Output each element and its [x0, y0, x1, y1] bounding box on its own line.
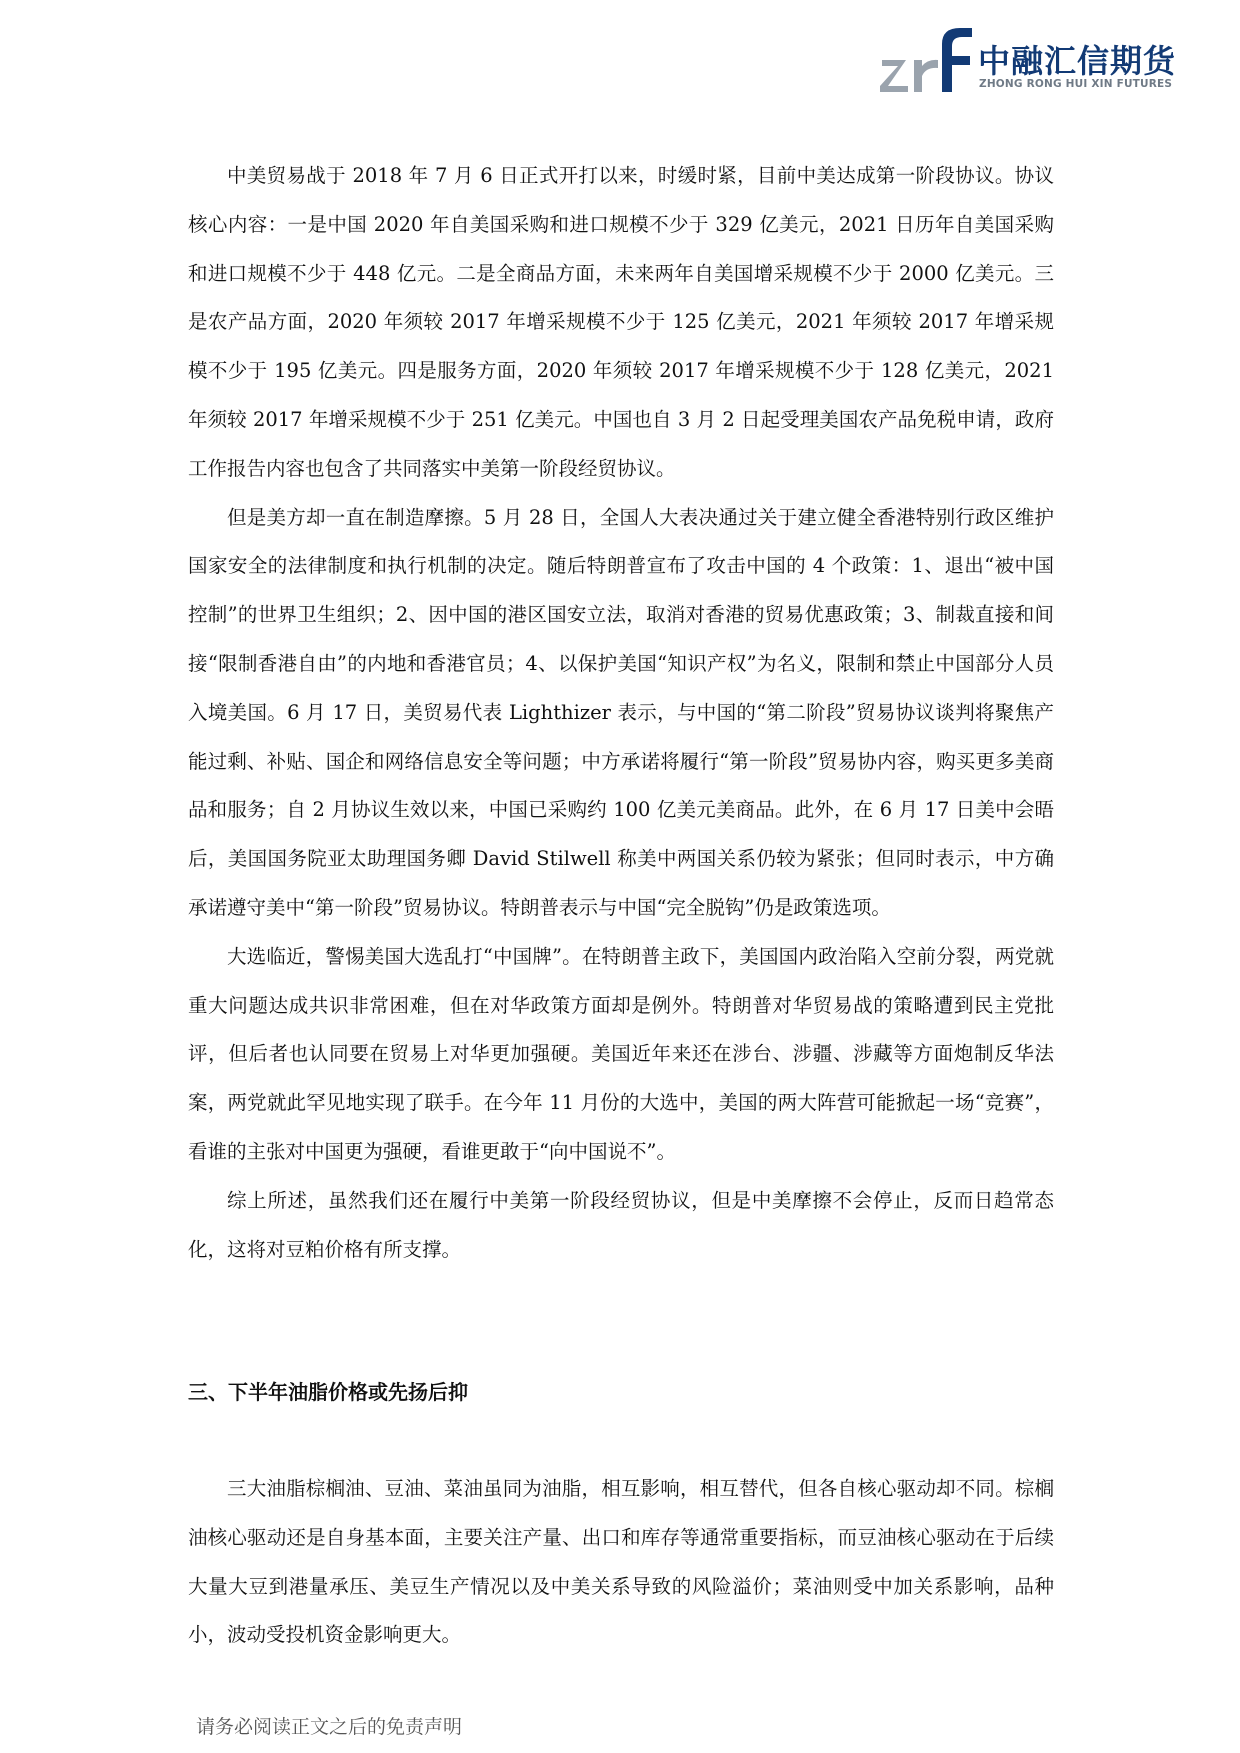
paragraph-summary: 综上所述，虽然我们还在履行中美第一阶段经贸协议，但是中美摩擦不会停止，反而日趋常态化，这将对豆粕价格有所支撑。	[188, 1188, 1054, 1261]
paragraph-oils: 三大油脂棕榈油、豆油、菜油虽同为油脂，相互影响，相互替代，但各自核心驱动却不同。棕榈油核心驱动还是自身基本面，主要关注产量、出口和库存等通常重要指标，而豆油核心驱动在于后续大量大豆到港量承压、美豆生产情况以及中美关系导致的风险溢价；菜油则受中加关系影响，品种小，波动受投机资金影响更大。	[188, 1477, 1054, 1647]
paragraph-us-friction: 但是美方却一直在制造摩擦。5 月 28 日，全国人大表决通过关于建立健全香港特别行政区维护国家安全的法律制度和执行机制的决定。随后特朗普宣布了攻击中国的 4 个政策：1、退出“被中国控制”的世界卫生组织；2、因中国的港区国安立法，取消对香港的贸易优惠政策；3、制裁直接和间接“限制香港自由”的内地和香港官员；4、以保护美国“知识产权”为名义，限制和禁止中国部分人员入境美国。6 月 17 日，美贸易代表 Lighthizer 表示，与中国的“第二阶段”贸易协议谈判将聚焦产能过剩、补贴、国企和网络信息安全等问题；中方承诺将履行“第一阶段”贸易协内容，购买更多美商品和服务；自 2 月协议生效以来，中国已采购约 100 亿美元美商品。此外，在 6 月 17 日美中会晤后，美国国务院亚太助理国务卿 David Stilwell 称美中两国关系仍较为紧张；但同时表示，中方确承诺遵守美中“第一阶段”贸易协议。特朗普表示与中国“完全脱钩”仍是政策选项。	[188, 505, 1054, 919]
company-logo-icon	[880, 22, 975, 102]
brand-name-en: ZHONG RONG HUI XIN FUTURES	[979, 78, 1173, 90]
section-body	[188, 1465, 1054, 1660]
page-header	[880, 22, 1180, 102]
paragraph-trade-agreement: 中美贸易战于 2018 年 7 月 6 日正式开打以来，时缓时紧，目前中美达成第一阶段协议。协议核心内容：一是中国 2020 年自美国采购和进口规模不少于 329 亿美元，2021 日历年自美国采购和进口规模不少于 448 亿元。二是全商品方面，未来两年自美国增采规模不少于 2000 亿美元。三是农产品方面，2020 年须较 2017 年增采规模不少于 125 亿美元，2021 年须较 2017 年增采规模不少于 195 亿美元。四是服务方面，2020 年须较 2017 年增采规模不少于 128 亿美元，2021 年须较 2017 年增采规模不少于 251 亿美元。中国也自 3 月 2 日起受理美国农产品免税申请，政府工作报告内容也包含了共同落实中美第一阶段经贸协议。	[188, 164, 1054, 480]
article-body	[188, 152, 1054, 1274]
paragraph-election: 大选临近，警惕美国大选乱打“中国牌”。在特朗普主政下，美国国内政治陷入空前分裂，两党就重大问题达成共识非常困难，但在对华政策方面却是例外。特朗普对华贸易战的策略遭到民主党批评，但后者也认同要在贸易上对华更加强硬。美国近年来还在涉台、涉疆、涉藏等方面炮制反华法案，两党就此罕见地实现了联手。在今年 11 月份的大选中，美国的两大阵营可能掀起一场“竞赛”，看谁的主张对中国更为强硬，看谁更敢于“向中国说不”。	[188, 944, 1054, 1163]
section-heading: 三、下半年油脂价格或先扬后抑	[188, 1380, 468, 1404]
brand-name-cn: 中融汇信期货	[978, 42, 1177, 80]
footer-disclaimer: 请务必阅读正文之后的免责声明	[196, 1716, 463, 1738]
